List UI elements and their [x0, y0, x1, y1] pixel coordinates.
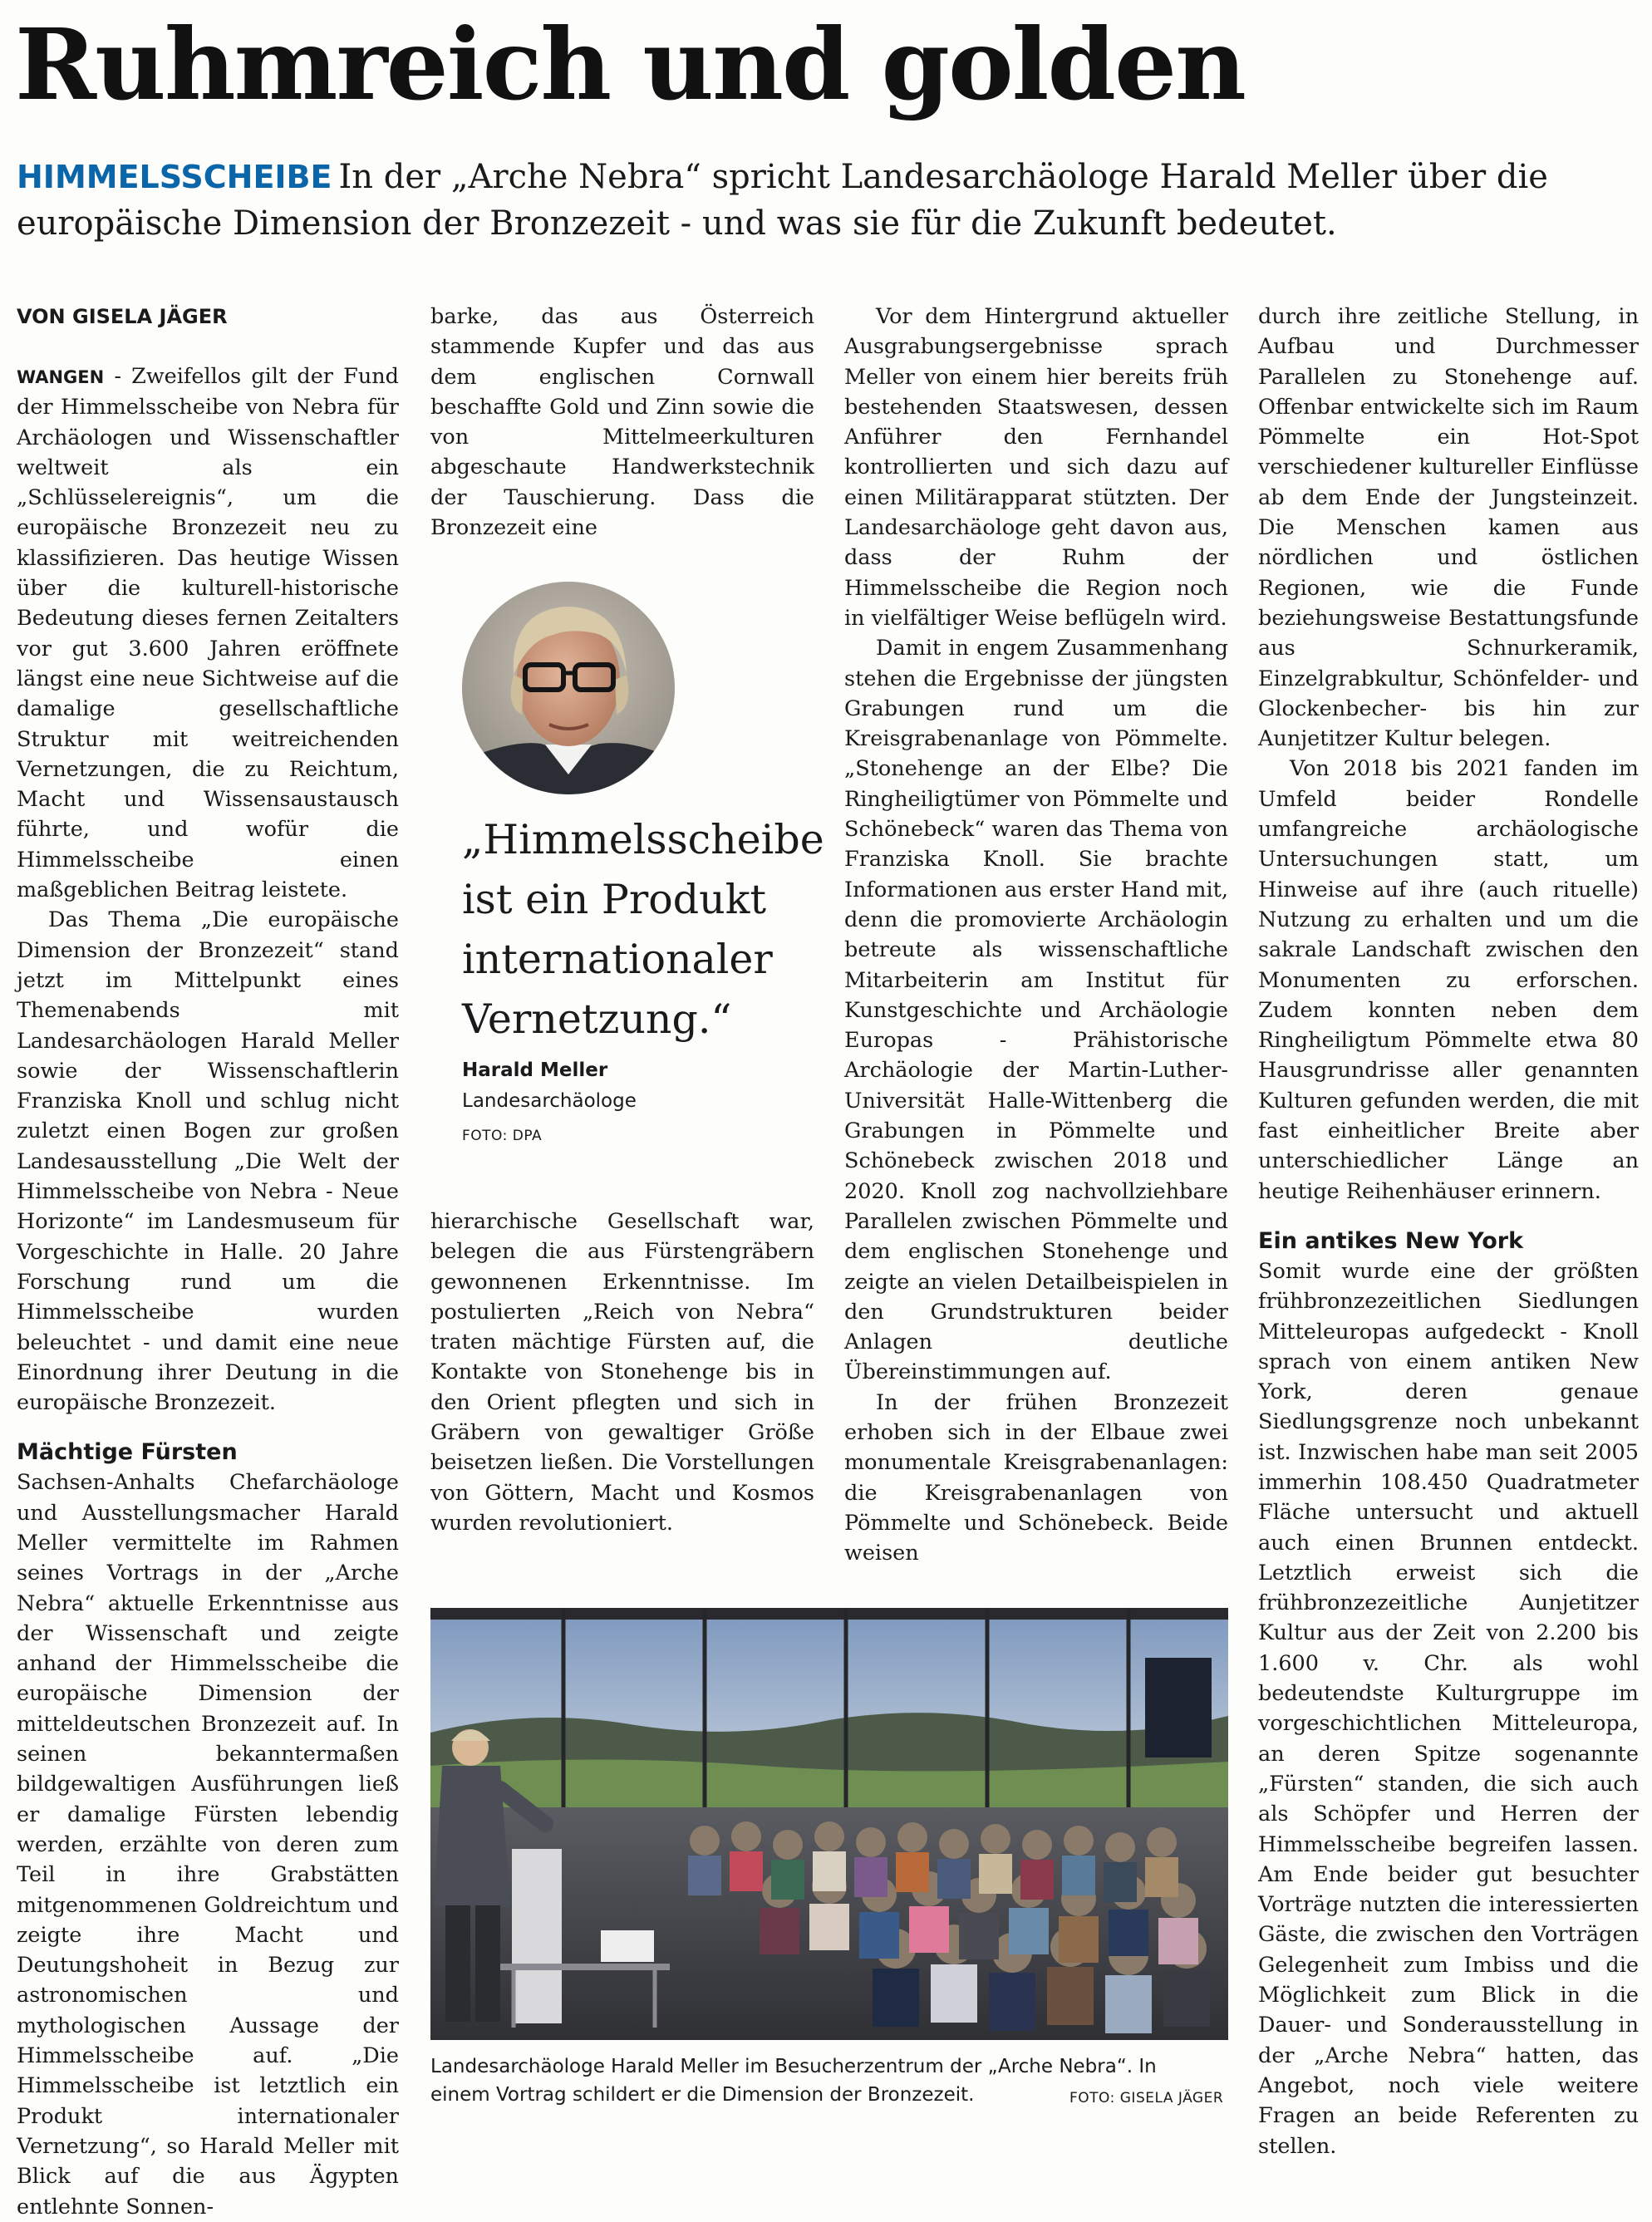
paragraph-text: - Zweifellos gilt der Fund der Himmelsscheibe von Nebra für Archäologen und Wissenschaftler weltweit als ein „Schlüsselereignis“, um die europäische Bronzezeit neu zu klassifizieren. Das heutige Wissen über die kulturell-historische Bedeutung dieses fernen Zeitalters vor gut 3.600 Jahren eröffnete längst eine neue Sichtweise auf die damalige gesellschaftliche Struktur mit weitreichenden Vernetzungen, die zu Reichtum, Macht und Wissensaustausch führte, und wofür die Himmelsscheibe einen maßgeblichen Beitrag leistete.: [17, 364, 399, 903]
portrait-credit: FOTO: DPA: [462, 1128, 543, 1144]
article-column-1: [17, 302, 399, 2222]
paragraph: barke, das aus Österreich stammende Kupfer und das aus dem englischen Cornwall beschaffte Gold und Zinn sowie die von Mittelmeerkulturen abgeschaute Handwerkstechnik der Tauschierung. Dass die Bronzezeit eine: [430, 304, 814, 541]
section-subtitle: Mächtige Fürsten: [17, 1439, 238, 1466]
paragraph: Somit wurde eine der größten frühbronzezeitlichen Siedlungen Mitteleuropas aufgedeckt - Knoll sprach von einem antiken New York, deren genaue Siedlungsgrenze noch unbekannt ist. Inzwischen habe man seit 2005 immerhin 108.450 Quadratmeter Fläche untersucht und aktuell auch einen Brunnen entdeckt. Letztlich erweist sich die frühbronzezeitliche Aunjetitzer Kultur aus der Zeit von 2.200 bis 1.600 v. Chr. als wohl bedeutendste Kulturgruppe im vorgeschichtlichen Mitteleuropa, an deren Spitze sogenannte „Fürsten“ standen, die sich auch als Schöpfer und Herren der Himmelsscheibe begreifen lassen. Am Ende beider gut besuchter Vorträge nutzten die interessierten Gäste, die zwischen den Vorträgen Gelegenheit zum Imbiss und die Möglichkeit zum Blick in die Dauer- und Sonderausstellung in der „Arche Nebra“ hatten, das Angebot, noch viele weitere Fragen an beide Referenten zu stellen.: [1258, 1258, 1639, 2159]
dateline: WANGEN: [17, 367, 105, 387]
article-column-4: [1258, 302, 1639, 2161]
subheadline: [17, 154, 1633, 247]
article-column-3: [844, 302, 1228, 1568]
section-subtitle: Ein antikes New York: [1258, 1227, 1524, 1254]
paragraph: [17, 361, 399, 905]
pull-quote: „Himmelsscheibe ist ein Produkt internationaler Vernetzung.“: [462, 816, 824, 1043]
paragraph: Vor dem Hintergrund aktueller Ausgrabungsergebnisse sprach Meller von einem hier bereits früh bestehenden Staatswesen, dessen Anführer den Fernhandel kontrollierten und sich dazu auf einen Militärapparat stützten. Der Landesarchäologe geht davon aus, dass der Ruhm der Himmelsscheibe die Region noch in vielfältiger Weise beflügeln wird.: [844, 304, 1228, 631]
event-photo: [430, 1608, 1228, 2040]
quote-author: Harald Meller: [462, 1059, 608, 1081]
paragraph: Sachsen-Anhalts Chefarchäologe und Ausstellungsmacher Harald Meller vermittelte im Rahmen seines Vortrags in der „Arche Nebra“ aktuelle Erkenntnisse aus der Wissenschaft und zeigte anhand der Himmelsscheibe die europäische Dimension der mitteldeutschen Bronzezeit auf. In seinen bekanntermaßen bildgewaltigen Ausführungen ließ er damalige Fürsten lebendig werden, erzählte von deren zum Teil in ihre Grabstätten mitgenommenen Goldreichtum und zeigte ihre Macht und Deutungshoheit in Bezug zur astronomischen und mythologischen Aussage der Himmelsscheibe auf. „Die Himmelsscheibe ist letztlich ein Produkt internationaler Vernetzung“, so Harald Meller mit Blick auf die aus Ägypten entlehnte Sonnen-: [17, 1470, 399, 2220]
article-column-2-bottom: [430, 1207, 814, 1538]
paragraph: Von 2018 bis 2021 fanden im Umfeld beider Rondelle umfangreiche archäologische Untersuchungen statt, um Hinweise auf ihre (auch rituelle) Nutzung zu erhalten und um die sakrale Landschaft zwischen den Monumenten zu erforschen. Zudem konnten neben dem Ringheiligtum Pömmelte etwa 80 Hausgrundrisse aller genannten Kulturen gefunden werden, die mit fast einheitlicher Breite aber unterschiedlicher Länge an heutige Reihenhäuser erinnern.: [1258, 756, 1639, 1204]
article-column-2-top: [430, 302, 814, 543]
photo-credit: FOTO: GISELA JÄGER: [1069, 2090, 1224, 2106]
paragraph: hierarchische Gesellschaft war, belegen die aus Fürstengräbern gewonnenen Erkenntnisse. Im postulierten „Reich von Nebra“ traten mächtige Fürsten auf, die Kontakte von Stonehenge bis in den Orient pflegten und sich in Gräbern von gewaltiger Größe beisetzen ließen. Die Vorstellungen von Göttern, Macht und Kosmos wurden revolutioniert.: [430, 1209, 814, 1536]
subhead-text: In der „Arche Nebra“ spricht Landesarchäologe Harald Meller über die europäische Dimension der Bronzezeit - und was sie für die Zukunft bedeutet.: [17, 158, 1548, 243]
kicker: HIMMELSSCHEIBE: [17, 159, 332, 195]
headline: Ruhmreich und golden: [15, 7, 1245, 122]
paragraph: Damit in engem Zusammenhang stehen die Ergebnisse der jüngsten Grabungen rund um die Kreisgrabenanlage von Pömmelte. „Stonehenge an der Elbe? Die Ringheiligtümer von Pömmelte und Schönebeck“ waren das Thema von Franziska Knoll. Sie brachte Informationen aus erster Hand mit, denn die promovierte Archäologin betreute als wissenschaftliche Mitarbeiterin am Institut für Kunstgeschichte und Archäologie Europas - Prähistorische Archäologie der Martin-Luther-Universität Halle-Wittenberg die Grabungen in Pömmelte und Schönebeck zwischen 2018 und 2020. Knoll zog nachvollziehbare Parallelen zwischen Pömmelte und dem englischen Stonehenge und zeigte an vielen Detailbeispielen in den Grundstrukturen beider Anlagen deutliche Übereinstimmungen auf.: [844, 636, 1228, 1385]
portrait-photo: [462, 582, 675, 794]
paragraph: durch ihre zeitliche Stellung, in Aufbau und Durchmesser Parallelen zu Stonehenge auf. Offenbar entwickelte sich im Raum Pömmelte ein Hot-Spot verschiedener kultureller Einflüsse ab dem Ende der Jungsteinzeit. Die Menschen kamen aus nördlichen und östlichen Regionen, wie die Funde beziehungsweise Bestattungsfunde aus Schnurkeramik, Einzelgrabkultur, Schönfelder- und Glockenbecher- bis hin zur Aunjetitzer Kultur belegen.: [1258, 304, 1639, 752]
paragraph: In der frühen Bronzezeit erhoben sich in der Elbaue zwei monumentale Kreisgrabenanlagen: die Kreisgrabenanlagen von Pömmelte und Schönebeck. Beide weisen: [844, 1389, 1228, 1566]
photo-caption: Landesarchäologe Harald Meller im Besucherzentrum der „Arche Nebra“. In einem Vortrag schildert er die Dimension der Bronzezeit.: [430, 2056, 1157, 2106]
byline: VON GISELA JÄGER: [17, 305, 228, 328]
quote-author-role: Landesarchäologe: [462, 1090, 637, 1112]
paragraph: Das Thema „Die europäische Dimension der Bronzezeit“ stand jetzt im Mittelpunkt eines Themenabends mit Landesarchäologen Harald Meller sowie der Wissenschaftlerin Franziska Knoll und schlug nicht zuletzt einen Bogen zur großen Landesausstellung „Die Welt der Himmelsscheibe von Nebra - Neue Horizonte“ im Landesmuseum für Vorgeschichte in Halle. 20 Jahre Forschung rund um die Himmelsscheibe wurden beleuchtet - und damit eine neue Einordnung ihrer Deutung in die europäische Bronzezeit.: [17, 907, 399, 1416]
